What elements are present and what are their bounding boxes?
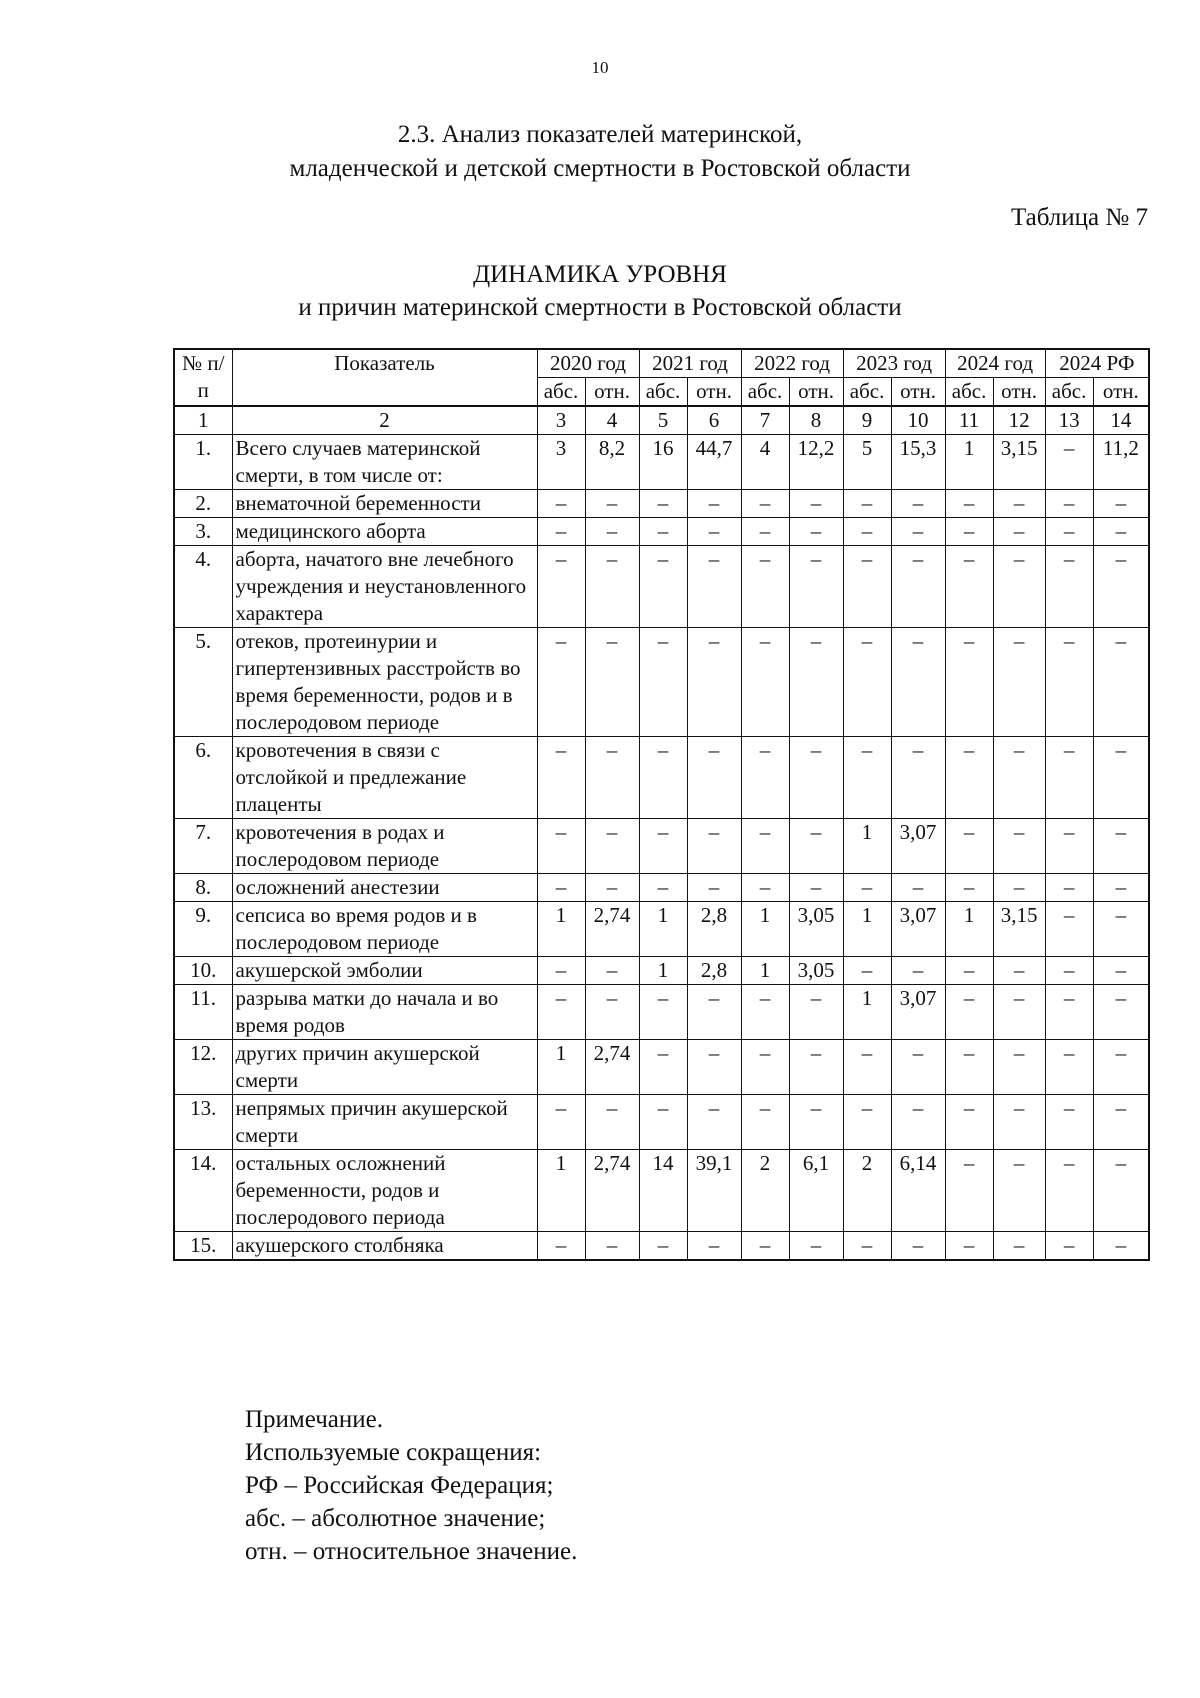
note-line-2: РФ – Российская Федерация;: [245, 1472, 554, 1499]
row-value: –: [993, 1040, 1045, 1095]
row-value: –: [537, 628, 585, 737]
row-value: –: [1093, 819, 1149, 874]
row-value: –: [993, 874, 1045, 902]
row-value: –: [585, 628, 639, 737]
row-value: –: [1045, 957, 1093, 985]
row-value: 1: [639, 957, 687, 985]
row-indicator: разрыва матки до начала и во время родов: [232, 985, 537, 1040]
row-value: –: [741, 490, 789, 518]
table-row: [174, 957, 1149, 985]
table-row: [174, 518, 1149, 546]
row-number: 4.: [174, 546, 232, 628]
row-value: –: [891, 628, 945, 737]
row-number: 10.: [174, 957, 232, 985]
row-value: –: [687, 819, 741, 874]
row-value: –: [1045, 1095, 1093, 1150]
table-caption-line-1: ДИНАМИКА УРОВНЯ: [473, 261, 727, 288]
row-value: –: [945, 985, 993, 1040]
row-value: 3,07: [891, 819, 945, 874]
row-value: –: [945, 1232, 993, 1261]
row-value: 1: [741, 902, 789, 957]
row-value: –: [639, 737, 687, 819]
table-row: [174, 628, 1149, 737]
row-value: 1: [537, 1040, 585, 1095]
row-value: –: [843, 1232, 891, 1261]
row-value: –: [687, 874, 741, 902]
header-rel: отн.: [891, 378, 945, 407]
column-number: 12: [993, 406, 1045, 435]
row-value: –: [993, 628, 1045, 737]
row-value: –: [1045, 546, 1093, 628]
table-row: [174, 1150, 1149, 1232]
row-value: –: [639, 874, 687, 902]
row-value: –: [537, 518, 585, 546]
row-value: –: [537, 737, 585, 819]
column-number: 13: [1045, 406, 1093, 435]
row-value: –: [585, 737, 639, 819]
row-value: –: [993, 546, 1045, 628]
table-row: [174, 1040, 1149, 1095]
row-number: 15.: [174, 1232, 232, 1261]
row-indicator: остальных осложнений беременности, родов и послеродового периода: [232, 1150, 537, 1232]
row-value: –: [945, 737, 993, 819]
row-value: –: [639, 985, 687, 1040]
row-value: –: [843, 1040, 891, 1095]
table-row: [174, 737, 1149, 819]
column-number: 8: [789, 406, 843, 435]
table-row: [174, 874, 1149, 902]
row-value: –: [789, 490, 843, 518]
row-value: 2,74: [585, 902, 639, 957]
row-value: –: [687, 546, 741, 628]
table-caption: [0, 258, 1200, 324]
header-indicator: Показатель: [232, 349, 537, 406]
row-value: –: [945, 819, 993, 874]
section-title-line-2: младенческой и детской смертности в Ростовской области: [289, 155, 911, 182]
row-value: –: [891, 1095, 945, 1150]
row-value: 3,07: [891, 985, 945, 1040]
header-rel: отн.: [993, 378, 1045, 407]
row-value: –: [843, 628, 891, 737]
row-value: –: [1093, 957, 1149, 985]
row-value: –: [537, 957, 585, 985]
table-row: [174, 1095, 1149, 1150]
row-value: –: [789, 546, 843, 628]
row-value: 6,14: [891, 1150, 945, 1232]
row-indicator: отеков, протеинурии и гипертензивных расстройств во время беременности, родов и в послеродовом периоде: [232, 628, 537, 737]
note-line-4: отн. – относительное значение.: [245, 1538, 578, 1565]
row-value: –: [843, 490, 891, 518]
row-value: –: [1045, 628, 1093, 737]
header-rel: отн.: [789, 378, 843, 407]
row-value: –: [585, 518, 639, 546]
row-value: 1: [843, 819, 891, 874]
row-value: –: [687, 985, 741, 1040]
row-indicator: других причин акушерской смерти: [232, 1040, 537, 1095]
row-value: –: [639, 546, 687, 628]
table-row: [174, 902, 1149, 957]
row-value: –: [1045, 435, 1093, 490]
row-value: 4: [741, 435, 789, 490]
row-indicator: аборта, начатого вне лечебного учреждения и неустановленного характера: [232, 546, 537, 628]
row-value: –: [1093, 737, 1149, 819]
row-value: –: [945, 490, 993, 518]
row-value: –: [687, 1232, 741, 1261]
row-value: –: [639, 1095, 687, 1150]
row-number: 7.: [174, 819, 232, 874]
row-value: –: [585, 546, 639, 628]
row-value: –: [891, 1232, 945, 1261]
row-value: –: [537, 490, 585, 518]
row-indicator: медицинского аборта: [232, 518, 537, 546]
row-value: –: [1093, 902, 1149, 957]
table-row: [174, 819, 1149, 874]
row-value: –: [1093, 1040, 1149, 1095]
row-value: –: [585, 874, 639, 902]
column-number: 10: [891, 406, 945, 435]
row-value: –: [945, 1095, 993, 1150]
row-value: –: [789, 1040, 843, 1095]
row-value: –: [639, 628, 687, 737]
row-value: 3,05: [789, 957, 843, 985]
header-abs: абс.: [639, 378, 687, 407]
row-value: –: [741, 819, 789, 874]
row-indicator: акушерской эмболии: [232, 957, 537, 985]
row-value: –: [537, 985, 585, 1040]
row-value: 2,8: [687, 957, 741, 985]
row-number: 12.: [174, 1040, 232, 1095]
row-value: –: [585, 957, 639, 985]
row-value: –: [1093, 1232, 1149, 1261]
header-abs: абс.: [843, 378, 891, 407]
row-value: –: [891, 957, 945, 985]
column-number: 1: [174, 406, 232, 435]
row-value: –: [687, 737, 741, 819]
row-value: –: [945, 1040, 993, 1095]
row-value: –: [639, 1040, 687, 1095]
row-value: 2: [741, 1150, 789, 1232]
row-value: –: [1093, 874, 1149, 902]
row-value: –: [639, 819, 687, 874]
row-value: –: [687, 518, 741, 546]
header-year: 2023 год: [843, 349, 945, 378]
row-number: 6.: [174, 737, 232, 819]
row-value: –: [789, 1232, 843, 1261]
row-value: 3,15: [993, 902, 1045, 957]
row-value: –: [993, 985, 1045, 1040]
row-value: –: [891, 490, 945, 518]
row-value: –: [1093, 518, 1149, 546]
row-value: –: [1093, 628, 1149, 737]
row-value: –: [639, 1232, 687, 1261]
table-caption-line-2: и причин материнской смертности в Ростовской области: [298, 294, 902, 321]
note-line-1: Используемые сокращения:: [245, 1439, 542, 1466]
row-value: 12,2: [789, 435, 843, 490]
row-value: –: [891, 874, 945, 902]
row-value: –: [687, 1040, 741, 1095]
column-number: 4: [585, 406, 639, 435]
row-value: –: [789, 985, 843, 1040]
row-value: 3: [537, 435, 585, 490]
row-value: –: [741, 1095, 789, 1150]
row-value: –: [789, 737, 843, 819]
row-value: 39,1: [687, 1150, 741, 1232]
row-value: –: [789, 628, 843, 737]
row-value: 5: [843, 435, 891, 490]
row-number: 2.: [174, 490, 232, 518]
row-number: 8.: [174, 874, 232, 902]
header-year: 2020 год: [537, 349, 639, 378]
row-value: –: [843, 737, 891, 819]
row-value: –: [1093, 490, 1149, 518]
row-value: –: [1045, 1150, 1093, 1232]
table-row: [174, 490, 1149, 518]
row-value: –: [1093, 546, 1149, 628]
row-value: 1: [945, 435, 993, 490]
row-indicator: осложнений анестезии: [232, 874, 537, 902]
row-indicator: акушерского столбняка: [232, 1232, 537, 1261]
row-value: –: [1093, 985, 1149, 1040]
row-value: –: [789, 819, 843, 874]
row-indicator: непрямых причин акушерской смерти: [232, 1095, 537, 1150]
row-indicator: Всего случаев материнской смерти, в том числе от:: [232, 435, 537, 490]
row-value: 1: [639, 902, 687, 957]
row-value: 15,3: [891, 435, 945, 490]
row-indicator: кровотечения в связи с отслойкой и предлежание плаценты: [232, 737, 537, 819]
page-number: 10: [591, 58, 609, 77]
section-title-line-1: 2.3. Анализ показателей материнской,: [397, 121, 803, 148]
row-value: –: [585, 1095, 639, 1150]
row-number: 13.: [174, 1095, 232, 1150]
row-indicator: кровотечения в родах и послеродовом периоде: [232, 819, 537, 874]
row-value: –: [585, 819, 639, 874]
row-value: 1: [843, 985, 891, 1040]
row-value: –: [1045, 819, 1093, 874]
row-value: –: [537, 874, 585, 902]
row-value: –: [741, 985, 789, 1040]
row-value: 3,05: [789, 902, 843, 957]
column-number: 11: [945, 406, 993, 435]
row-value: –: [945, 546, 993, 628]
row-value: 1: [537, 902, 585, 957]
header-abs: абс.: [537, 378, 585, 407]
row-value: –: [1045, 490, 1093, 518]
table-row: [174, 546, 1149, 628]
note-line-3: абс. – абсолютное значение;: [245, 1505, 546, 1532]
row-value: –: [993, 1232, 1045, 1261]
header-rel: отн.: [585, 378, 639, 407]
row-value: –: [945, 874, 993, 902]
row-number: 14.: [174, 1150, 232, 1232]
row-value: –: [843, 957, 891, 985]
row-value: 2,74: [585, 1150, 639, 1232]
row-value: –: [891, 546, 945, 628]
row-value: –: [789, 518, 843, 546]
row-value: –: [537, 1232, 585, 1261]
note: [245, 1403, 577, 1568]
column-number: 2: [232, 406, 537, 435]
row-value: –: [1093, 1150, 1149, 1232]
row-value: 2: [843, 1150, 891, 1232]
row-value: –: [585, 490, 639, 518]
row-value: 1: [945, 902, 993, 957]
row-value: 3,07: [891, 902, 945, 957]
row-value: 2,74: [585, 1040, 639, 1095]
header-rel: отн.: [1093, 378, 1149, 407]
column-number: 5: [639, 406, 687, 435]
row-value: –: [993, 518, 1045, 546]
row-value: –: [741, 546, 789, 628]
header-year: 2024 РФ: [1045, 349, 1149, 378]
row-value: –: [945, 518, 993, 546]
row-value: –: [945, 628, 993, 737]
header-abs: абс.: [741, 378, 789, 407]
row-value: –: [687, 1095, 741, 1150]
row-value: 1: [741, 957, 789, 985]
row-indicator: сепсиса во время родов и в послеродовом периоде: [232, 902, 537, 957]
row-value: 3,15: [993, 435, 1045, 490]
table-row: [174, 985, 1149, 1040]
row-value: –: [1045, 1040, 1093, 1095]
header-abs: абс.: [1045, 378, 1093, 407]
row-number: 11.: [174, 985, 232, 1040]
row-value: –: [1093, 1095, 1149, 1150]
row-value: 16: [639, 435, 687, 490]
row-value: 1: [843, 902, 891, 957]
row-number: 5.: [174, 628, 232, 737]
note-title: Примечание.: [245, 1406, 384, 1433]
row-value: 6,1: [789, 1150, 843, 1232]
row-value: –: [993, 1095, 1045, 1150]
row-value: –: [993, 737, 1045, 819]
column-number: 3: [537, 406, 585, 435]
row-value: –: [843, 1095, 891, 1150]
row-value: –: [843, 546, 891, 628]
row-indicator: внематочной беременности: [232, 490, 537, 518]
row-value: –: [993, 1150, 1045, 1232]
table-row: [174, 1232, 1149, 1261]
row-number: 9.: [174, 902, 232, 957]
header-year: 2021 год: [639, 349, 741, 378]
row-value: –: [843, 874, 891, 902]
row-number: 1.: [174, 435, 232, 490]
row-value: –: [945, 957, 993, 985]
row-value: –: [639, 518, 687, 546]
row-value: –: [537, 819, 585, 874]
row-value: –: [993, 490, 1045, 518]
row-value: –: [1045, 902, 1093, 957]
row-value: –: [741, 1040, 789, 1095]
row-value: –: [741, 874, 789, 902]
header-rel: отн.: [687, 378, 741, 407]
row-value: –: [687, 628, 741, 737]
row-value: 1: [537, 1150, 585, 1232]
row-value: –: [891, 1040, 945, 1095]
row-value: –: [1045, 985, 1093, 1040]
section-title: [0, 118, 1200, 186]
row-value: –: [891, 737, 945, 819]
row-value: –: [1045, 518, 1093, 546]
column-number: 6: [687, 406, 741, 435]
row-value: –: [741, 737, 789, 819]
row-value: –: [1045, 874, 1093, 902]
row-value: –: [741, 1232, 789, 1261]
column-number: 14: [1093, 406, 1149, 435]
row-value: –: [741, 518, 789, 546]
row-value: 11,2: [1093, 435, 1149, 490]
row-value: –: [1045, 1232, 1093, 1261]
column-numbers-row: [174, 406, 1149, 435]
header-abs: абс.: [945, 378, 993, 407]
row-value: –: [741, 628, 789, 737]
row-value: –: [585, 1232, 639, 1261]
mortality-table: [173, 348, 1150, 1261]
row-value: –: [993, 957, 1045, 985]
row-value: –: [891, 518, 945, 546]
header-year: 2022 год: [741, 349, 843, 378]
row-value: –: [537, 546, 585, 628]
row-value: –: [789, 1095, 843, 1150]
row-value: –: [789, 874, 843, 902]
row-value: –: [639, 490, 687, 518]
row-value: –: [687, 490, 741, 518]
table-row: [174, 435, 1149, 490]
table-body: [174, 406, 1149, 1260]
row-value: –: [585, 985, 639, 1040]
row-value: 14: [639, 1150, 687, 1232]
row-value: –: [993, 819, 1045, 874]
row-value: 44,7: [687, 435, 741, 490]
row-number: 3.: [174, 518, 232, 546]
row-value: –: [945, 1150, 993, 1232]
row-value: 8,2: [585, 435, 639, 490]
row-value: 2,8: [687, 902, 741, 957]
row-value: –: [1045, 737, 1093, 819]
table-label: Таблица № 7: [1010, 204, 1148, 231]
row-value: –: [537, 1095, 585, 1150]
row-value: –: [843, 518, 891, 546]
column-number: 7: [741, 406, 789, 435]
header-num: № п/п: [174, 349, 232, 406]
header-year: 2024 год: [945, 349, 1045, 378]
column-number: 9: [843, 406, 891, 435]
